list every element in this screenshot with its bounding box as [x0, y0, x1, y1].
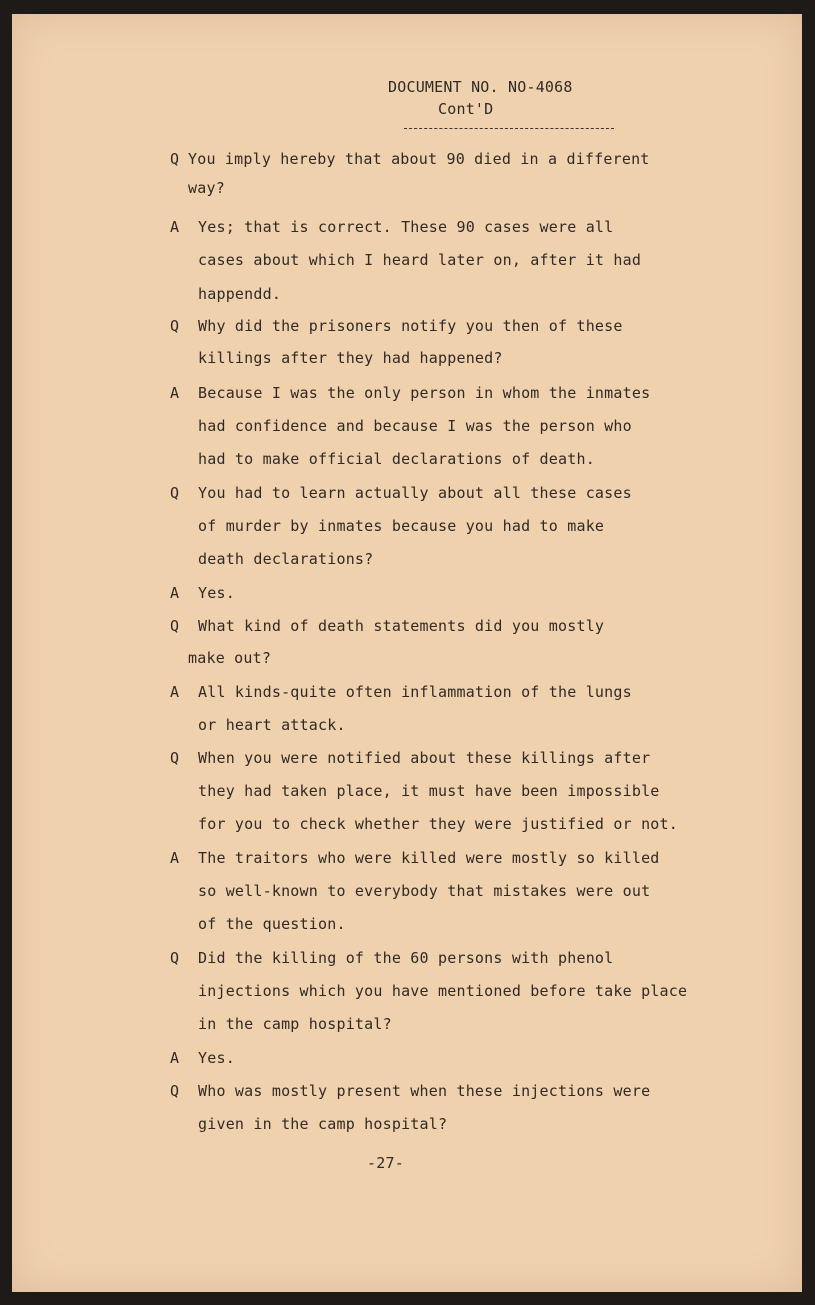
question-marker: Q: [170, 150, 180, 168]
entry-line: happendd.: [198, 285, 282, 303]
question-marker: Q: [170, 617, 180, 635]
question-marker: Q: [170, 484, 180, 502]
entry-line: Why did the prisoners notify you then of these: [198, 317, 623, 335]
entry-line: had confidence and because I was the person who: [198, 417, 632, 435]
answer-marker: A: [170, 218, 180, 236]
entry-line: What kind of death statements did you mostly: [198, 617, 605, 635]
entry-line: death declarations?: [198, 550, 374, 568]
entry-line: or heart attack.: [198, 716, 346, 734]
answer-marker: A: [170, 683, 180, 701]
question-marker: Q: [170, 1082, 180, 1100]
entry-line: The traitors who were killed were mostly so killed: [198, 849, 660, 867]
entry-line: When you were notified about these killings after: [198, 749, 651, 767]
page-number: -27-: [367, 1154, 404, 1172]
entry-line: cases about which I heard later on, after it had: [198, 251, 642, 269]
entry-line: You imply hereby that about 90 died in a different: [188, 150, 650, 168]
entry-line: Because I was the only person in whom the inmates: [198, 384, 651, 402]
entry-line: injections which you have mentioned before take place: [198, 982, 688, 1000]
entry-line: given in the camp hospital?: [198, 1115, 448, 1133]
document-page: [12, 14, 802, 1292]
entry-line: they had taken place, it must have been impossible: [198, 782, 660, 800]
continuation-label: Cont'D: [438, 100, 494, 118]
entry-line: Did the killing of the 60 persons with phenol: [198, 949, 614, 967]
entry-line: of the question.: [198, 915, 346, 933]
entry-line: for you to check whether they were justified or not.: [198, 815, 678, 833]
header-underline: [404, 128, 614, 129]
entry-line: Yes.: [198, 1049, 235, 1067]
answer-marker: A: [170, 384, 180, 402]
answer-marker: A: [170, 1049, 180, 1067]
entry-line: You had to learn actually about all these cases: [198, 484, 632, 502]
answer-marker: A: [170, 849, 180, 867]
document-number: DOCUMENT NO. NO-4068: [388, 78, 573, 96]
answer-marker: A: [170, 584, 180, 602]
entry-line: Who was mostly present when these injections were: [198, 1082, 651, 1100]
entry-line: way?: [188, 179, 225, 197]
question-marker: Q: [170, 749, 180, 767]
entry-line: killings after they had happened?: [198, 349, 503, 367]
entry-line: Yes; that is correct. These 90 cases were all: [198, 218, 614, 236]
entry-line: Yes.: [198, 584, 235, 602]
entry-line: All kinds-quite often inflammation of the lungs: [198, 683, 632, 701]
question-marker: Q: [170, 317, 180, 335]
entry-line: of murder by inmates because you had to make: [198, 517, 605, 535]
entry-line: make out?: [188, 649, 272, 667]
entry-line: had to make official declarations of death.: [198, 450, 595, 468]
question-marker: Q: [170, 949, 180, 967]
entry-line: so well-known to everybody that mistakes were out: [198, 882, 651, 900]
entry-line: in the camp hospital?: [198, 1015, 392, 1033]
